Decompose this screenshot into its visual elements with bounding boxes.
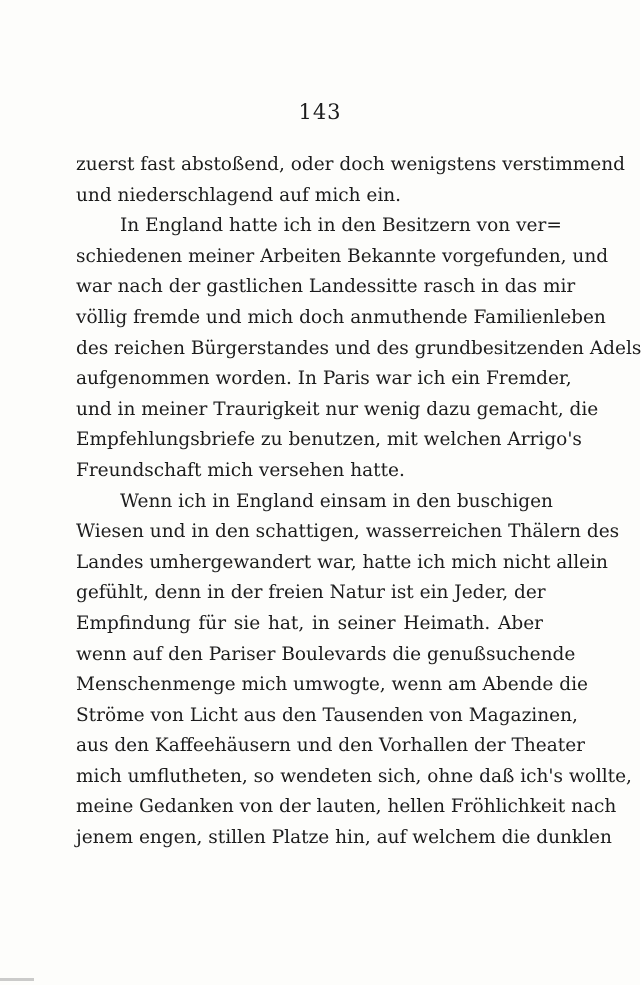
text-line: mich umflutheten, so wendeten sich, ohne daß ich's wollte, [76, 765, 632, 787]
body-text [76, 150, 641, 854]
text-line: aufgenommen worden. In Paris war ich ein Fremder, [76, 368, 572, 390]
text-line: Wiesen und in den schattigen, wasserreichen Thälern des [76, 521, 620, 543]
text-line: zuerst fast abstoßend, oder doch wenigstens verstimmend [76, 154, 626, 175]
text-line: wenn auf den Pariser Boulevards die genußsuchende [76, 643, 576, 665]
text-line: Ströme von Licht aus den Tausenden von Magazinen, [76, 704, 578, 726]
text-line: des reichen Bürgerstandes und des grundbesitzenden Adels [76, 337, 641, 359]
text-line: gefühlt, denn in der freien Natur ist ein Jeder, der [76, 582, 546, 604]
text-line: und in meiner Traurigkeit nur wenig dazu gemacht, die [76, 398, 599, 420]
page-number: 143 [298, 100, 342, 124]
text-line: Landes umhergewandert war, hatte ich mich nicht allein [76, 551, 608, 573]
text-line: In England hatte ich in den Besitzern von ver= [120, 215, 562, 237]
text-line: jenem engen, stillen Platze hin, auf welchem die dunklen [76, 827, 612, 849]
text-line: Empfehlungsbriefe zu benutzen, mit welchen Arrigo's [76, 429, 582, 451]
text-line: Empfindung für sie hat, in seiner Heimath. Aber [76, 612, 543, 634]
text-line: Freundschaft mich versehen hatte. [76, 459, 405, 481]
page-edge-mark [0, 978, 34, 981]
text-line: völlig fremde und mich doch anmuthende Familienleben [76, 306, 606, 328]
text-line: war nach der gastlichen Landessitte rasch in das mir [76, 276, 576, 298]
text-line: Menschenmenge mich umwogte, wenn am Abende die [76, 674, 588, 696]
text-line: und niederschlagend auf mich ein. [76, 184, 402, 206]
text-line: Wenn ich in England einsam in den buschigen [120, 490, 553, 512]
text-line: aus den Kaffeehäusern und den Vorhallen der Theater [76, 735, 586, 757]
text-line: meine Gedanken von der lauten, hellen Fröhlichkeit nach [76, 796, 617, 818]
text-line: schiedenen meiner Arbeiten Bekannte vorgefunden, und [76, 245, 609, 267]
